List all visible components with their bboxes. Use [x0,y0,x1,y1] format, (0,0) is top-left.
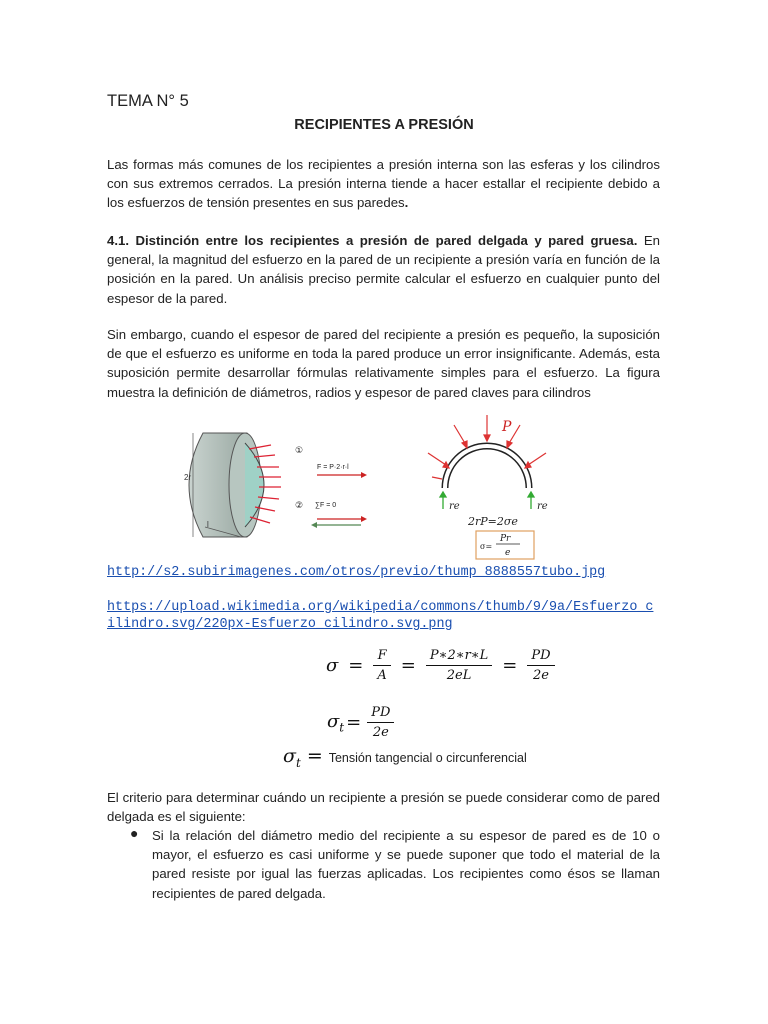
paragraph-2: Sin embargo, cuando el espesor de pared del recipiente a presión es pequeño, la suposición de que el esfuerzo es uniforme en toda la pared produce un error insignificante. Además, esta suposición permite desarrollar fórmulas relativamente simples para el esfuerzo. La figura muestra la definición de diámetros, radios y espesor de pared claves para cilindros [107,327,660,400]
length-label: l [207,520,209,529]
intro-period: . [404,195,409,211]
eq-def-text: Tensión tangencial o circunferencial [328,751,527,765]
balance-label: 2rP=2σe [468,515,518,528]
dim-label-2r: 2r [184,473,192,482]
heading: TEMA N° 5 [107,92,189,110]
eq-t-sub: t [339,720,345,735]
eq-main-f3-den: 2e [532,668,549,683]
intro-text: Las formas más comunes de los recipientes a presión interna son las esferas y los cilindros con sus extremos cerrados. La presión interna tiende a hacer estallar el recipiente debido a los esfuerzos de tensión presentes en sus paredes [107,157,660,211]
eq-main-f1-den: A [377,668,387,683]
eq-def-sub: t [295,755,301,770]
box-formula-lhs: σ= [480,542,493,551]
link-1[interactable]: http://s2.subirimagenes.com/otros/previo/thump_8888557tubo.jpg [107,565,606,580]
equation-sigma-t: $\sigma_t$ = $\frac{PD}{2e}$ [327,705,394,740]
re-label-right: re [537,501,548,512]
eq-main-f1-num: F [373,648,390,666]
box-formula-num: Pr [500,534,511,544]
eq-main-f2-num: P∗2∗r∗L [426,648,492,666]
eq-t-num: PD [367,705,394,723]
equation-definition: $\sigma_t$ = Tensión tangencial o circunferencial [283,745,527,770]
link-2[interactable]: https://upload.wikimedia.org/wikipedia/commons/thumb/9/9a/Esfuerzo_cilindro.svg/220px-Esfuerzo_cilindro.svg.png [107,600,654,632]
equation-main: σ = $\frac{F}{A}$ = $\frac{P∗2∗r∗L}{2eL}$ = $\frac{PD}{2e}$ [326,648,555,683]
half-ring-figure [410,413,570,563]
intro-paragraph [107,155,660,213]
section-title: 4.1. Distinción entre los recipientes a presión de pared delgada y pared gruesa. [107,233,638,248]
p-label: P [502,419,512,435]
eq-main-f2-den: 2eL [446,668,472,683]
eq1-label: F = P·2·r·l [317,464,349,471]
section-text: En general, la magnitud del esfuerzo en la pared de un recipiente a presión varía en función de la posición en la pared. Un análisis preciso permite calcular el esfuerzo en cualquier punto del espesor de la pared. [107,233,660,306]
eq2-label: ∑F = 0 [315,502,337,509]
eq-main-f3-num: PD [527,648,554,666]
bullet-item-1: Si la relación del diámetro medio del recipiente a su espesor de pared es de 10 o mayor, el esfuerzo es casi uniforme y se puede suponer que todo el material de la pared resiste por igual las fuerzas aplicadas. Los recipientes como ésos se llaman recipientes de pared delgada. [152,828,660,901]
eq-t-lhs: σ [327,710,340,732]
eq-t-den: 2e [372,725,389,740]
box-formula-den: e [505,548,511,558]
eq-main-lhs: σ [326,655,339,676]
eq1-number: ① [295,446,304,456]
cylinder-figure [175,425,380,545]
eq2-number: ② [295,501,304,511]
section-paragraph [107,231,660,308]
re-label-left: re [449,501,460,512]
eq-def-lhs: σ [283,745,296,767]
paragraph-3: El criterio para determinar cuándo un recipiente a presión se puede considerar como de pared delgada es el siguiente: [107,790,660,825]
bullet-marker: ● [130,825,139,841]
page-title: RECIPIENTES A PRESIÓN [294,117,474,133]
